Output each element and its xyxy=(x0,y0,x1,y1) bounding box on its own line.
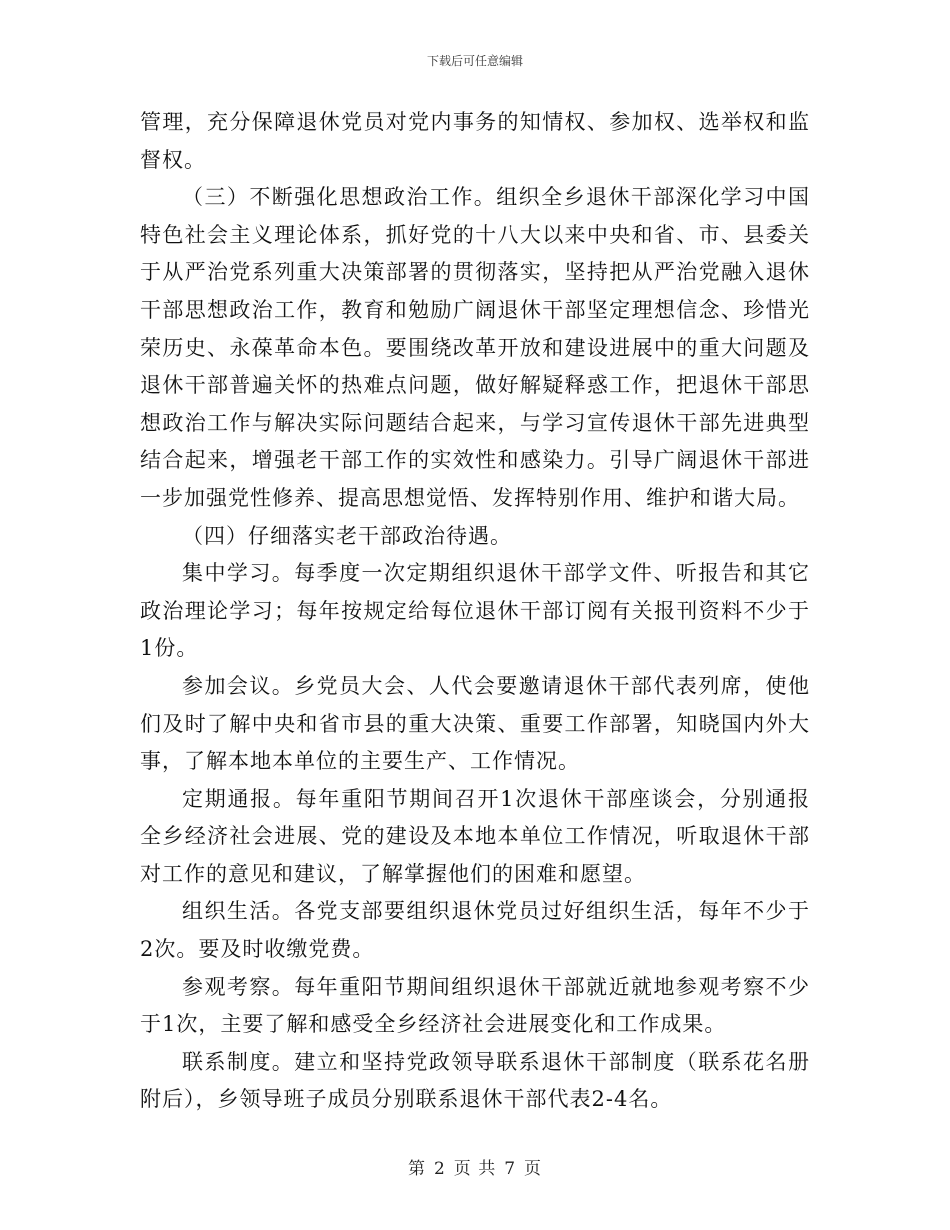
paragraph: 参加会议。乡党员大会、人代会要邀请退休干部代表列席，使他们及时了解中央和省市县的重大决策、重要工作部署，知晓国内外大事，了解本地本单位的主要生产、工作情况。 xyxy=(140,673,810,774)
total-pages: 7 xyxy=(504,1159,517,1179)
paragraph: （三）不断强化思想政治工作。组织全乡退休干部深化学习中国特色社会主义理论体系，抓好党的十八大以来中央和省、市、县委关于从严治党系列重大决策部署的贯彻落实，坚持把从严治党融入退休干部思想政治工作，教育和勉励广阔退休干部坚定理想信念、珍惜光荣历史、永葆革命本色。要围绕改革开放和建设进展中的重大问题及退休干部普遍关怀的热难点问题，做好解疑释惑工作，把退休干部思想政治工作与解决实际问题结合起来，与学习宣传退休干部先进典型结合起来，增强老干部工作的实效性和感染力。引导广阔退休干部进一步加强党性修养、提高思想觉悟、发挥特别作用、维护和谐大局。 xyxy=(140,185,810,510)
paragraph: 参观考察。每年重阳节期间组织退休干部就近就地参观考察不少于1次，主要了解和感受全乡经济社会进展变化和工作成果。 xyxy=(140,974,810,1037)
footer-suffix: 页 xyxy=(524,1159,543,1179)
page-header: 下载后可任意编辑 xyxy=(426,54,523,68)
paragraph: 管理，充分保障退休党员对党内事务的知情权、参加权、选举权和监督权。 xyxy=(140,110,810,172)
footer-prefix: 第 xyxy=(407,1159,426,1179)
document-body xyxy=(140,104,810,1119)
paragraph: 集中学习。每季度一次定期组织退休干部学文件、听报告和其它政治理论学习；每年按规定给每位退休干部订阅有关报刊资料不少于1份。 xyxy=(140,561,810,661)
page-footer xyxy=(0,1154,950,1179)
paragraph: 联系制度。建立和坚持党政领导联系退休干部制度（联系花名册附后），乡领导班子成员分别联系退休干部代表2-4名。 xyxy=(140,1049,810,1112)
section-heading: （四）仔细落实老干部政治待遇。 xyxy=(182,523,512,548)
paragraph: 定期通报。每年重阳节期间召开1次退休干部座谈会，分别通报全乡经济社会进展、党的建设及本地本单位工作情况，听取退休干部对工作的意见和建议，了解掌握他们的困难和愿望。 xyxy=(140,786,810,886)
paragraph: 组织生活。各党支部要组织退休党员过好组织生活，每年不少于2次。要及时收缴党费。 xyxy=(140,899,810,962)
footer-middle: 页 共 xyxy=(453,1159,497,1179)
current-page-number: 2 xyxy=(433,1159,446,1179)
